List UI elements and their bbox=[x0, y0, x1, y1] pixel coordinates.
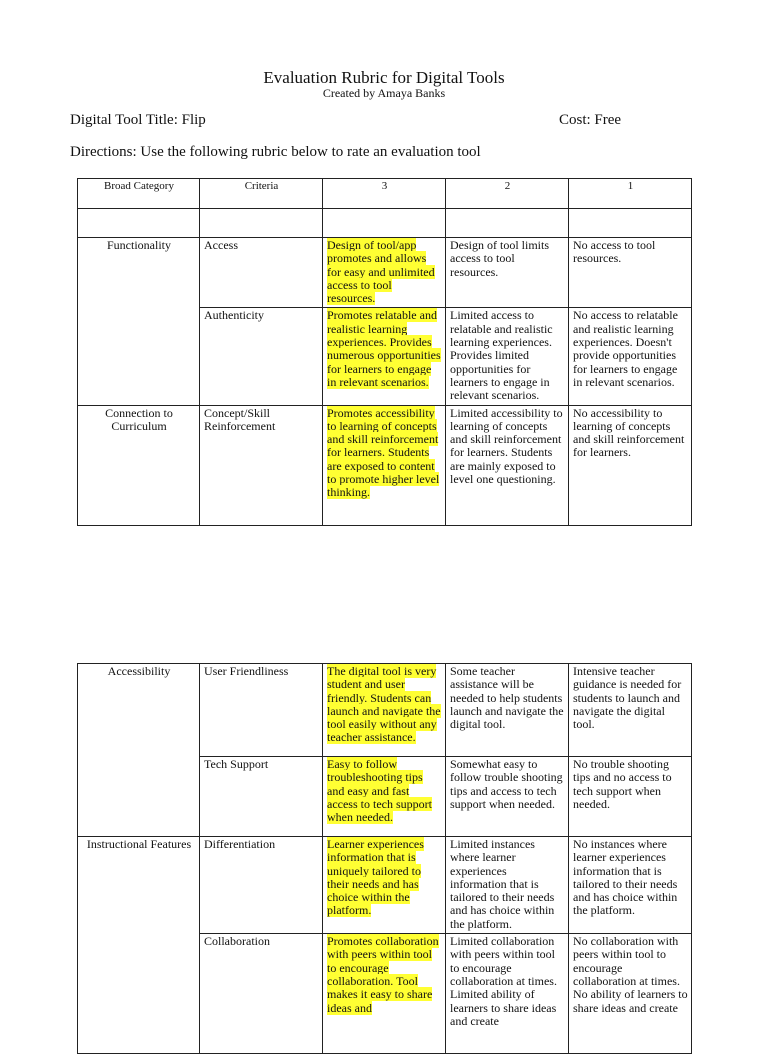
score-1-cell: No instances where learner experiences information that is tailored to their needs and has choice within the platform. bbox=[569, 837, 692, 934]
digital-tool-title: Digital Tool Title: Flip bbox=[70, 112, 206, 128]
empty-cell bbox=[78, 209, 200, 238]
category-cell: Functionality bbox=[78, 238, 200, 406]
score-3-cell bbox=[323, 308, 446, 405]
header-broad-category: Broad Category bbox=[78, 179, 200, 209]
empty-cell bbox=[200, 209, 323, 238]
score-3-cell bbox=[323, 837, 446, 934]
criteria-cell: Differentiation bbox=[200, 837, 323, 934]
header-score-2: 2 bbox=[446, 179, 569, 209]
header-score-1: 1 bbox=[569, 179, 692, 209]
score-3-cell bbox=[323, 934, 446, 1054]
score-1-cell: No access to tool resources. bbox=[569, 238, 692, 308]
score-1-cell: No trouble shooting tips and no access to tech support when needed. bbox=[569, 757, 692, 837]
header-row bbox=[78, 179, 692, 209]
score-1-cell: No accessibility to learning of concepts and skill reinforcement for learners. bbox=[569, 405, 692, 525]
score-2-cell: Design of tool limits access to tool resources. bbox=[446, 238, 569, 308]
header-criteria: Criteria bbox=[200, 179, 323, 209]
criteria-cell: Access bbox=[200, 238, 323, 308]
score-2-cell: Limited collaboration with peers within tool to encourage collaboration at times. Limited ability of learners to share ideas and create bbox=[446, 934, 569, 1054]
document-subtitle: Created by Amaya Banks bbox=[322, 86, 446, 100]
highlighted-text: Promotes collaboration with peers within tool to encourage collaboration. Tool makes it easy to share ideas and bbox=[327, 934, 439, 1015]
highlighted-text: Promotes relatable and realistic learning experiences. Provides numerous opportunities for learners to engage in relevant scenarios. bbox=[327, 308, 441, 389]
empty-cell bbox=[446, 209, 569, 238]
highlighted-text: Learner experiences information that is uniquely tailored to their needs and has choice within the platform. bbox=[327, 837, 424, 918]
directions-text: Directions: Use the following rubric below to rate an evaluation tool bbox=[70, 144, 481, 160]
score-2-cell: Some teacher assistance will be needed to help students launch and navigate the digital tool. bbox=[446, 664, 569, 757]
criteria-cell: Authenticity bbox=[200, 308, 323, 405]
document-title: Evaluation Rubric for Digital Tools bbox=[263, 68, 505, 87]
table-row bbox=[78, 664, 692, 757]
criteria-cell: Concept/Skill Reinforcement bbox=[200, 405, 323, 525]
empty-row bbox=[78, 209, 692, 238]
score-2-cell: Limited accessibility to learning of concepts and skill reinforcement for learners. Students are mainly exposed to level one questioning. bbox=[446, 405, 569, 525]
score-2-cell: Limited access to relatable and realistic learning experiences. Provides limited opportunities for learners to engage in relevant scenarios. bbox=[446, 308, 569, 405]
rubric-table-2 bbox=[77, 663, 692, 1054]
highlighted-text: Design of tool/app promotes and allows for easy and unlimited access to tool resources. bbox=[327, 238, 435, 306]
highlighted-text: Promotes accessibility to learning of concepts and skill reinforcement for learners. Students are exposed to content to promote higher level thinking. bbox=[327, 405, 440, 500]
highlighted-text: Easy to follow troubleshooting tips and easy and fast access to tech support when needed. bbox=[327, 757, 432, 825]
score-1-cell: No access to relatable and realistic learning experiences. Doesn't provide opportunities for learners to engage in relevant scenarios. bbox=[569, 308, 692, 405]
table-row bbox=[78, 837, 692, 934]
score-1-cell: Intensive teacher guidance is needed for students to launch and navigate the digital tool. bbox=[569, 664, 692, 757]
category-cell: Accessibility bbox=[78, 664, 200, 837]
category-cell: Connection to Curriculum bbox=[78, 405, 200, 525]
category-cell: Instructional Features bbox=[78, 837, 200, 1054]
score-2-cell: Somewhat easy to follow trouble shooting tips and access to tech support when needed. bbox=[446, 757, 569, 837]
cost-label: Cost: Free bbox=[559, 112, 622, 128]
criteria-cell: Collaboration bbox=[200, 934, 323, 1054]
empty-cell bbox=[569, 209, 692, 238]
table-row bbox=[78, 238, 692, 308]
score-2-cell: Limited instances where learner experiences information that is tailored to their needs and has choice within the platform. bbox=[446, 837, 569, 934]
score-3-cell bbox=[323, 405, 446, 525]
rubric-table-1 bbox=[77, 178, 692, 526]
header-score-3: 3 bbox=[323, 179, 446, 209]
score-3-cell bbox=[323, 757, 446, 837]
criteria-cell: User Friendliness bbox=[200, 664, 323, 757]
score-3-cell bbox=[323, 664, 446, 757]
score-3-cell bbox=[323, 238, 446, 308]
highlighted-text: The digital tool is very student and user friendly. Students can launch and navigate the tool easily without any teacher assistance. bbox=[327, 664, 441, 745]
criteria-cell: Tech Support bbox=[200, 757, 323, 837]
score-1-cell: No collaboration with peers within tool to encourage collaboration at times. No ability of learners to share ideas and create bbox=[569, 934, 692, 1054]
table-row bbox=[78, 405, 692, 525]
empty-cell bbox=[323, 209, 446, 238]
